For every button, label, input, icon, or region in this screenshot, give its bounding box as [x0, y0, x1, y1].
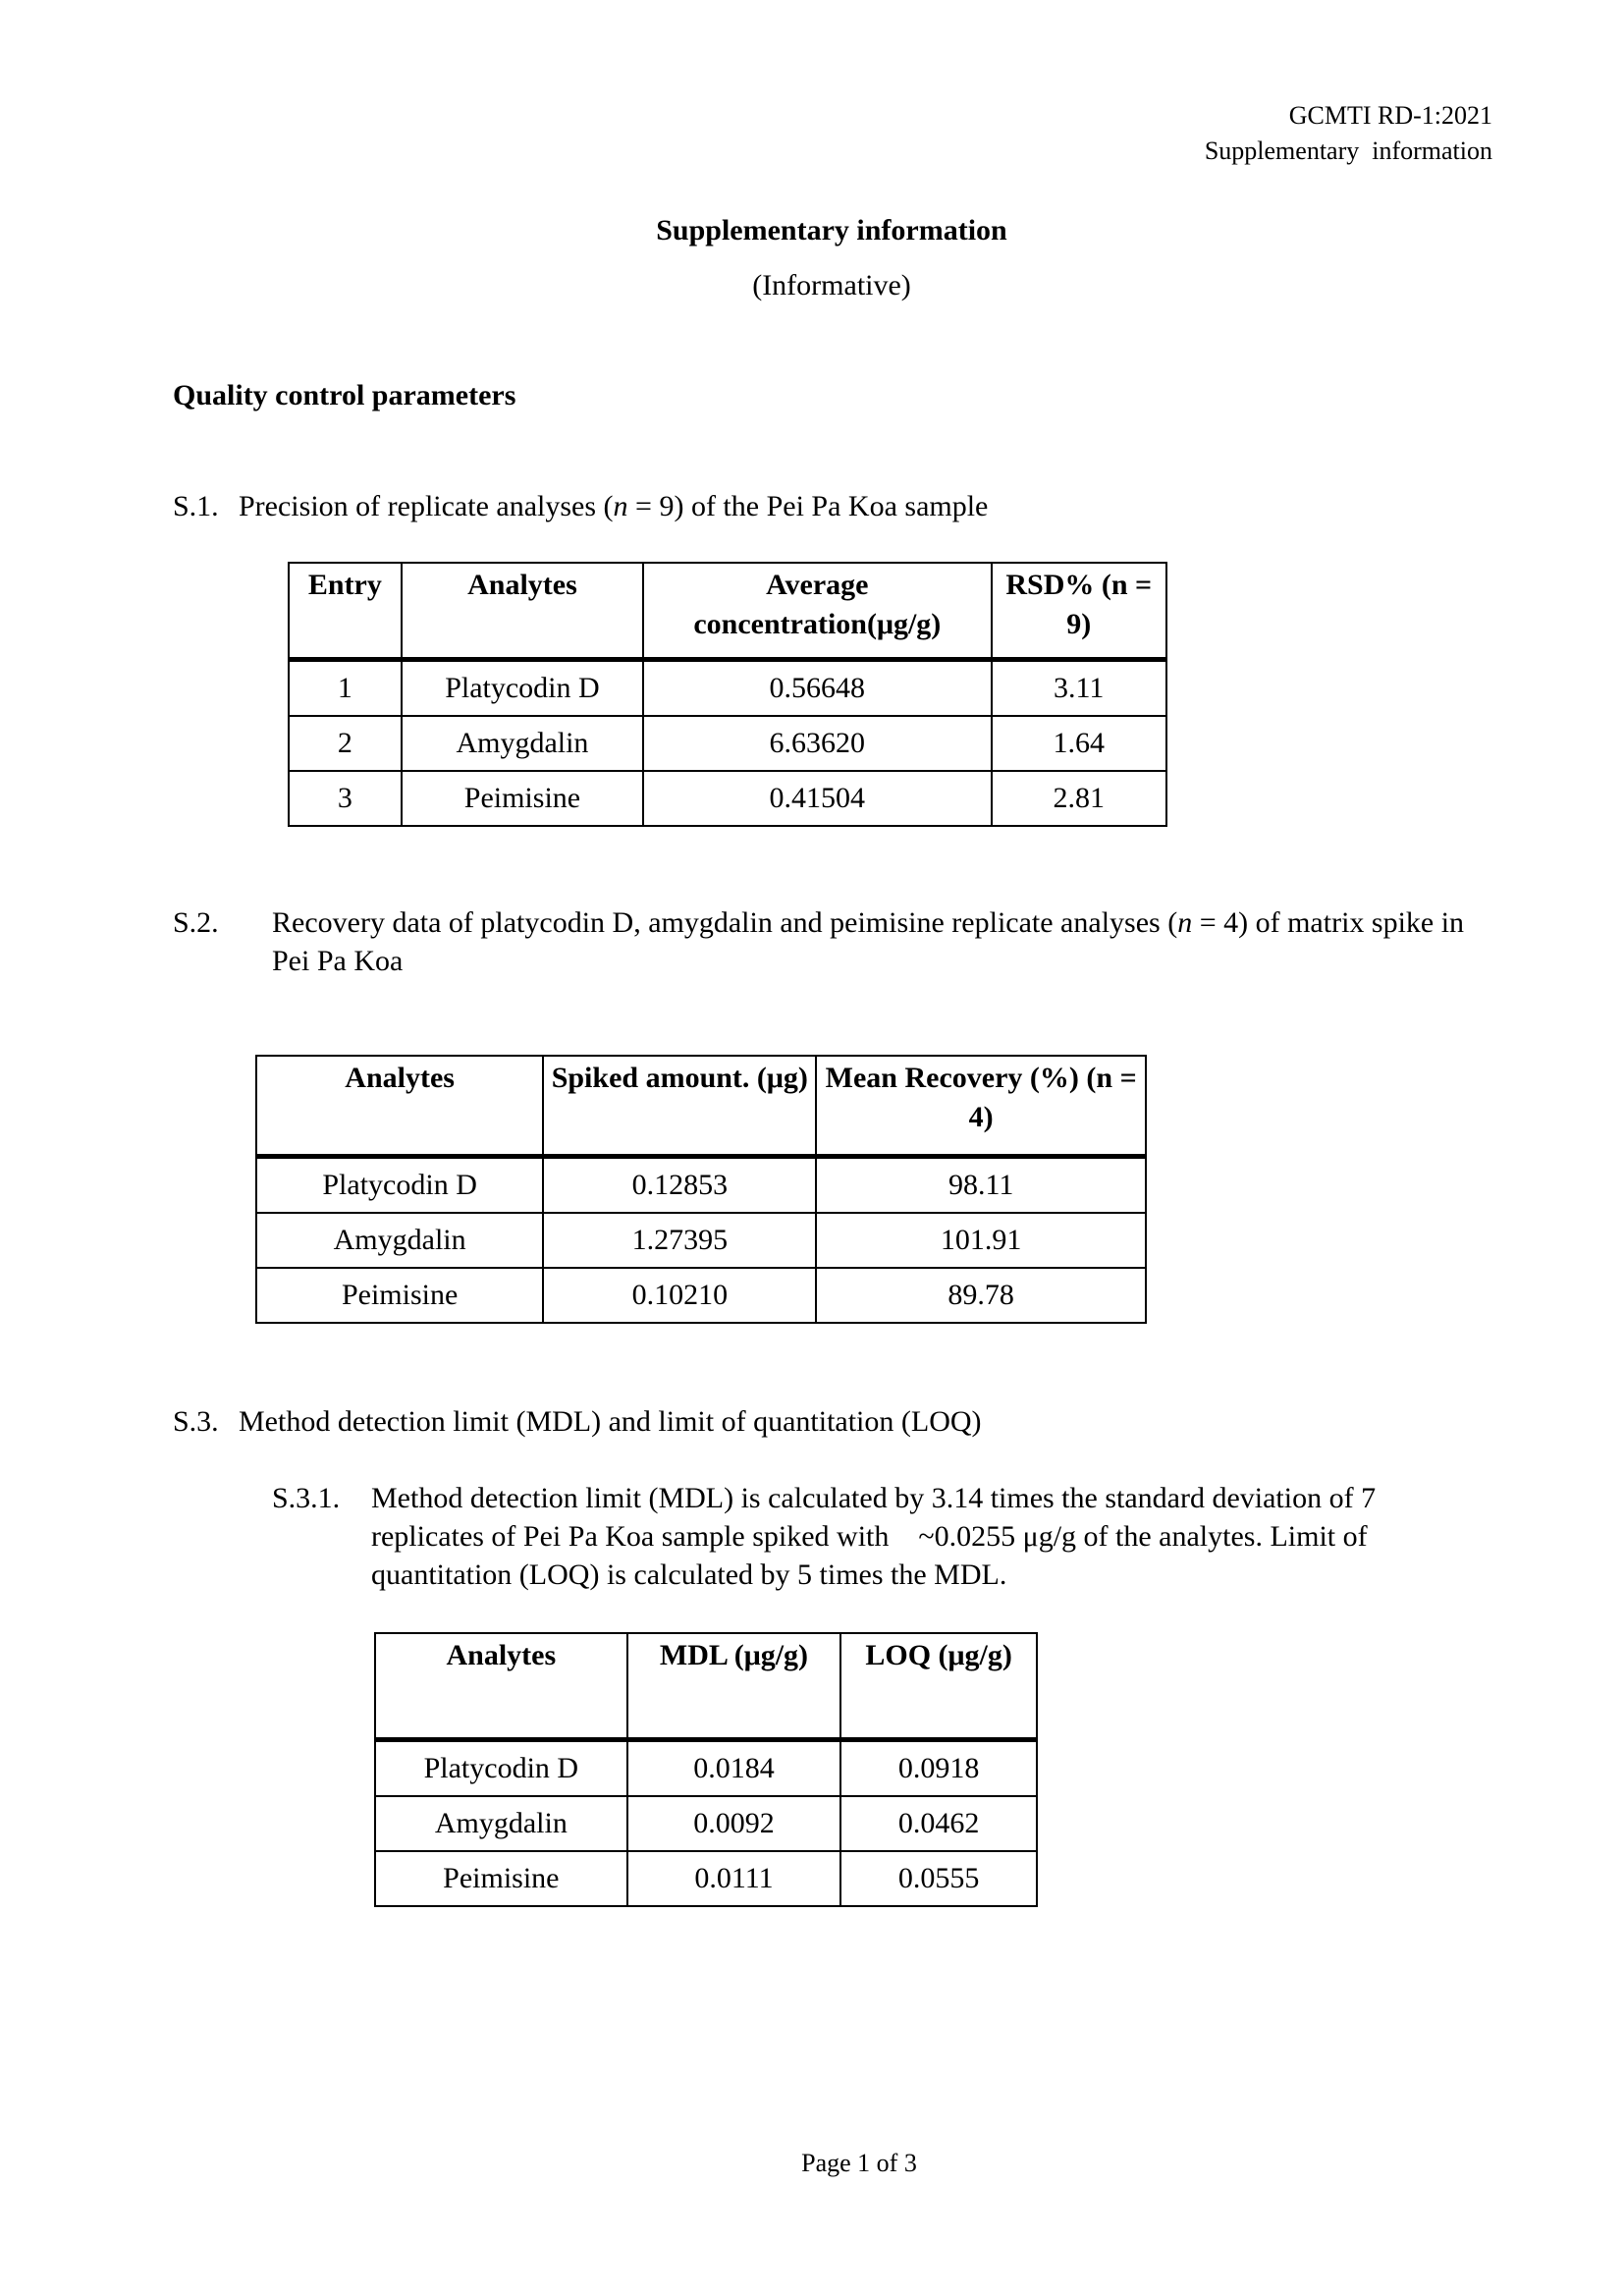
table-row — [375, 1796, 1037, 1851]
table-row — [289, 771, 1166, 826]
table-cell: 6.63620 — [643, 716, 991, 771]
table-cell: 0.12853 — [543, 1156, 816, 1213]
column-header: Average concentration(μg/g) — [643, 563, 991, 659]
document-section: Supplementary information — [1204, 137, 1492, 165]
table-row — [289, 716, 1166, 771]
table-cell: 1.27395 — [543, 1213, 816, 1268]
recovery-table — [255, 1055, 1147, 1324]
page-header — [1205, 98, 1492, 169]
table-cell: 0.0111 — [627, 1851, 841, 1906]
document-subtitle: (Informative) — [752, 269, 911, 301]
page-number: Page 1 of 3 — [801, 2149, 917, 2177]
column-header: MDL (μg/g) — [627, 1633, 841, 1739]
table-cell: Peimisine — [256, 1268, 543, 1323]
s1-number: S.1. — [173, 490, 219, 522]
table-cell: 0.41504 — [643, 771, 991, 826]
table-row — [375, 1851, 1037, 1906]
table-row — [256, 1213, 1146, 1268]
table-cell: Platycodin D — [256, 1156, 543, 1213]
s2-number: S.2. — [173, 906, 219, 939]
s3-number: S.3. — [173, 1405, 219, 1438]
document-code: GCMTI RD-1:2021 — [1288, 101, 1492, 130]
table-row — [256, 1156, 1146, 1213]
table-cell: Platycodin D — [375, 1739, 627, 1796]
column-header: Spiked amount. (μg) — [543, 1056, 816, 1156]
s3-text: Method detection limit (MDL) and limit of quantitation (LOQ) — [239, 1405, 982, 1438]
table-cell: 0.0184 — [627, 1739, 841, 1796]
column-header: Analytes — [256, 1056, 543, 1156]
document-title: Supplementary information — [656, 214, 1007, 246]
table-cell: 98.11 — [816, 1156, 1146, 1213]
column-header: Entry — [289, 563, 402, 659]
table-cell: Peimisine — [375, 1851, 627, 1906]
s1-text: Precision of replicate analyses (n = 9) of the Pei Pa Koa sample — [239, 490, 989, 522]
mdl-loq-table — [374, 1632, 1038, 1907]
table-cell: 89.78 — [816, 1268, 1146, 1323]
column-header: Mean Recovery (%) (n = 4) — [816, 1056, 1146, 1156]
table-cell: Amygdalin — [375, 1796, 627, 1851]
table-cell: 0.0555 — [840, 1851, 1037, 1906]
column-header: LOQ (μg/g) — [840, 1633, 1037, 1739]
table-cell: 0.0092 — [627, 1796, 841, 1851]
table-cell: 0.0462 — [840, 1796, 1037, 1851]
table-cell: 2 — [289, 716, 402, 771]
s31-number: S.3.1. — [272, 1482, 341, 1514]
column-header: Analytes — [402, 563, 643, 659]
table-row — [289, 659, 1166, 716]
table-row — [256, 1268, 1146, 1323]
table-cell: 101.91 — [816, 1213, 1146, 1268]
table-cell: Peimisine — [402, 771, 643, 826]
table-cell: 2.81 — [992, 771, 1167, 826]
s31-text: Method detection limit (MDL) is calculated by 3.14 times the standard deviation of 7 replicates of Pei Pa Koa sample spiked with ~0.0255 μg/g of the analytes. Limit of quantitation (LOQ) is calculated by 5 times the MDL. — [371, 1482, 1383, 1591]
column-header: RSD% (n = 9) — [992, 563, 1167, 659]
table-cell: Amygdalin — [256, 1213, 543, 1268]
precision-table — [288, 562, 1167, 827]
table-cell: 0.10210 — [543, 1268, 816, 1323]
table-cell: Platycodin D — [402, 659, 643, 716]
column-header: Analytes — [375, 1633, 627, 1739]
s2-text: Recovery data of platycodin D, amygdalin and peimisine replicate analyses (n = 4) of matrix spike in Pei Pa Koa — [272, 906, 1465, 977]
table-cell: 1 — [289, 659, 402, 716]
table-cell: 0.0918 — [840, 1739, 1037, 1796]
table-row — [375, 1739, 1037, 1796]
table-cell: 3.11 — [992, 659, 1167, 716]
section-heading: Quality control parameters — [173, 379, 516, 411]
table-cell: Amygdalin — [402, 716, 643, 771]
table-cell: 3 — [289, 771, 402, 826]
table-cell: 0.56648 — [643, 659, 991, 716]
table-cell: 1.64 — [992, 716, 1167, 771]
